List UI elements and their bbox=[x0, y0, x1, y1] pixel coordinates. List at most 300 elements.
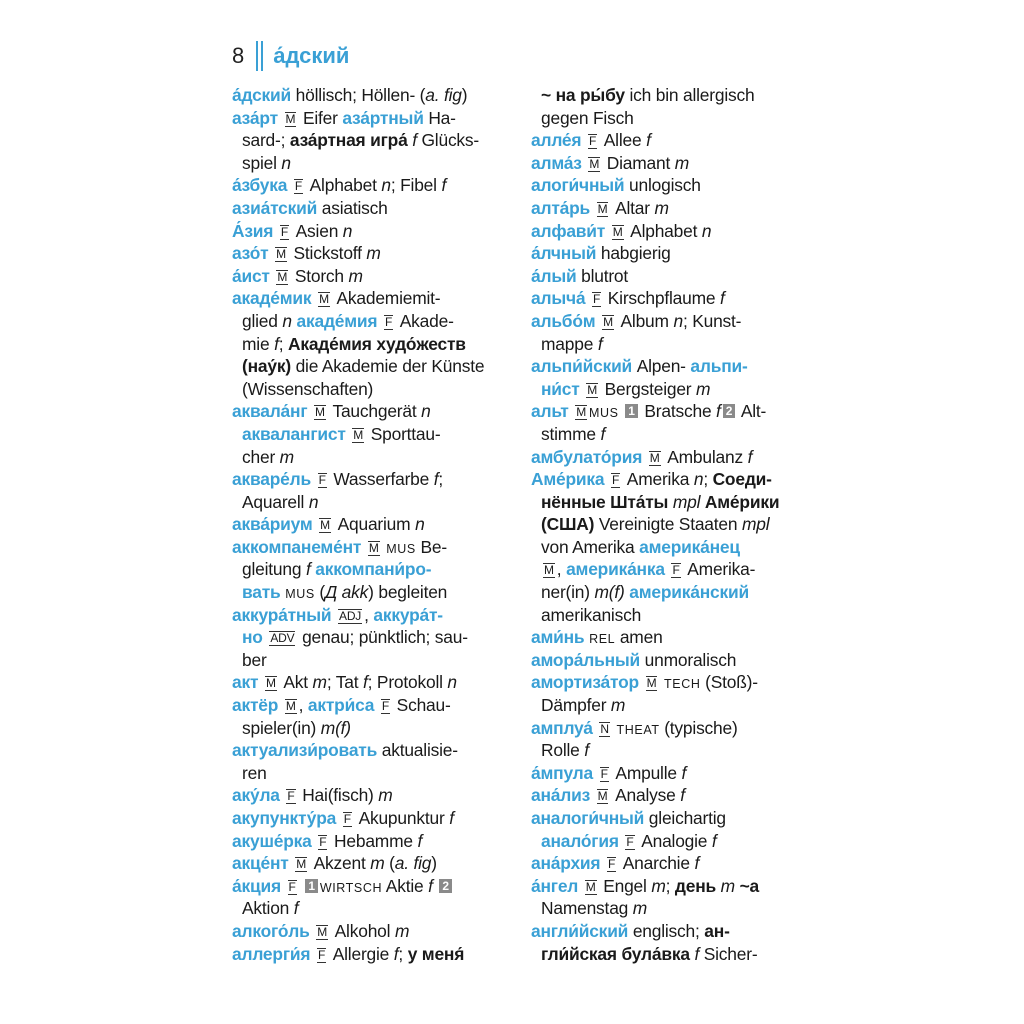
definition-text: Rolle bbox=[541, 740, 585, 761]
definition-text bbox=[281, 876, 286, 896]
headword: алкого́ль bbox=[232, 920, 310, 941]
definition-text: ) bbox=[431, 853, 437, 874]
headword: алфави́т bbox=[531, 220, 606, 241]
gender-label: M bbox=[285, 111, 296, 126]
definition-text: ( bbox=[384, 853, 395, 874]
definition-text bbox=[619, 401, 624, 421]
definition-text bbox=[287, 175, 292, 195]
domain-label: TECH bbox=[664, 677, 701, 692]
grammar-note: n bbox=[447, 672, 457, 693]
grammar-note: m bbox=[366, 243, 381, 264]
definition-text bbox=[433, 876, 438, 896]
entry-line bbox=[232, 355, 510, 378]
bold-phrase: ~а bbox=[739, 875, 760, 896]
entry-line bbox=[531, 784, 809, 807]
grammar-note: f bbox=[719, 288, 725, 309]
definition-text: Schau- bbox=[392, 695, 451, 716]
definition-text bbox=[585, 288, 590, 308]
entry-line bbox=[232, 739, 510, 762]
headword: алыча́ bbox=[531, 288, 586, 309]
entry-line bbox=[531, 242, 809, 265]
gender-label: N bbox=[600, 721, 609, 736]
headword: аналоги́чный bbox=[531, 808, 645, 828]
entry-line bbox=[531, 717, 809, 740]
header-separator bbox=[256, 41, 263, 71]
grammar-note: n bbox=[381, 175, 391, 196]
definition-text: amen bbox=[615, 627, 663, 648]
entry-line bbox=[531, 378, 809, 401]
definition-text: Aquarell bbox=[242, 491, 309, 512]
gender-label: F bbox=[612, 473, 620, 488]
gender-label: ADJ bbox=[339, 608, 362, 623]
entry-line bbox=[531, 287, 809, 310]
entry-line bbox=[531, 875, 809, 898]
headword: Аме́рика bbox=[531, 469, 605, 490]
definition-text bbox=[263, 627, 268, 647]
definition-text bbox=[336, 808, 341, 828]
gender-label: F bbox=[381, 699, 390, 714]
entry-line bbox=[232, 694, 510, 717]
definition-text: Allergie bbox=[328, 943, 394, 964]
definition-text: von Amerika bbox=[541, 536, 640, 557]
definition-text: Hebamme bbox=[329, 830, 418, 851]
bold-phrase: аза́ртная игра́ bbox=[289, 130, 408, 151]
definition-text bbox=[258, 672, 263, 692]
definition-text: ) begleiten bbox=[368, 582, 448, 603]
headword: а́мпула bbox=[531, 762, 594, 783]
definition-text: Asien bbox=[291, 220, 343, 241]
running-head-title: а́дский bbox=[273, 43, 350, 68]
gender-label: M bbox=[587, 382, 598, 397]
entry-line bbox=[232, 671, 510, 694]
grammar-note: n bbox=[282, 310, 292, 331]
definition-text: ; Protokoll bbox=[367, 672, 448, 693]
definition-text: ren bbox=[242, 762, 267, 783]
grammar-note: f bbox=[441, 175, 447, 196]
definition-text: Stickstoff bbox=[288, 243, 367, 264]
grammar-note: n bbox=[281, 152, 291, 173]
definition-text bbox=[310, 921, 315, 941]
entry-line bbox=[232, 220, 510, 243]
entry-line bbox=[531, 830, 809, 853]
gender-label: F bbox=[294, 179, 303, 194]
definition-text: Amerika- bbox=[682, 559, 756, 580]
headword: амбулато́рия bbox=[531, 446, 643, 467]
definition-text: Storch bbox=[290, 265, 349, 286]
definition-text: Vereinigte Staaten bbox=[594, 514, 742, 535]
entry-line bbox=[232, 604, 510, 627]
definition-text: ; bbox=[438, 469, 444, 490]
entry-line bbox=[232, 943, 510, 966]
gender-label: F bbox=[288, 879, 296, 894]
headword: вать bbox=[242, 582, 281, 603]
grammar-note: f bbox=[681, 762, 687, 783]
definition-text: Akupunktur bbox=[353, 808, 450, 828]
grammar-note: f bbox=[393, 943, 399, 964]
entry-line bbox=[531, 333, 809, 356]
entry-line bbox=[232, 807, 510, 830]
definition-text bbox=[605, 221, 610, 241]
headword: актри́са bbox=[307, 695, 375, 716]
grammar-note: f bbox=[680, 785, 685, 806]
entry-line bbox=[232, 265, 510, 288]
headword: актуализи́ровать bbox=[232, 740, 378, 761]
definition-text: glied bbox=[242, 310, 283, 331]
entry-line bbox=[232, 84, 510, 107]
definition-text bbox=[307, 401, 312, 421]
definition-text: Sporttau- bbox=[366, 423, 441, 444]
definition-text: stimme bbox=[541, 423, 601, 444]
headword: англи́йский bbox=[531, 920, 629, 941]
gender-label: M bbox=[612, 224, 623, 239]
headword: актёр bbox=[232, 695, 279, 716]
definition-text: Aktion bbox=[242, 898, 294, 919]
definition-text: Diamant bbox=[602, 152, 675, 173]
right-column bbox=[531, 84, 809, 965]
entry-line bbox=[531, 152, 809, 175]
grammar-note: f bbox=[747, 446, 753, 467]
definition-text: Tauchgerät bbox=[327, 401, 422, 422]
entry-line bbox=[232, 468, 510, 491]
gender-label: F bbox=[626, 834, 634, 849]
sense-number: 2 bbox=[723, 404, 735, 418]
definition-text: spieler(in) bbox=[242, 717, 321, 738]
definition-text: Eifer bbox=[298, 107, 343, 128]
definition-text bbox=[278, 108, 283, 128]
entry-line bbox=[531, 174, 809, 197]
entry-line bbox=[232, 558, 510, 581]
bold-phrase: Аме́рики bbox=[704, 491, 780, 512]
domain-label: MUS bbox=[589, 406, 619, 421]
grammar-note: f bbox=[274, 333, 279, 354]
entry-line bbox=[531, 852, 809, 875]
entry-line bbox=[531, 558, 809, 581]
entry-line bbox=[232, 897, 510, 920]
entry-line bbox=[232, 446, 510, 469]
entry-line bbox=[531, 491, 809, 514]
grammar-note: m bbox=[348, 265, 363, 286]
entry-line bbox=[531, 265, 809, 288]
gender-label: ADV bbox=[270, 631, 295, 646]
entry-line bbox=[232, 378, 510, 401]
headword: алоги́чный bbox=[531, 175, 625, 196]
definition-text: Amerika bbox=[622, 469, 694, 490]
gender-label: M bbox=[319, 292, 329, 307]
headword: но bbox=[242, 627, 263, 648]
grammar-note: n bbox=[308, 491, 319, 512]
headword: акваре́ль bbox=[232, 469, 311, 490]
entry-line bbox=[531, 84, 809, 107]
domain-label: THEAT bbox=[616, 722, 660, 737]
headword: аккомпанеме́нт bbox=[232, 536, 362, 557]
gender-label: M bbox=[368, 540, 379, 555]
gender-label: F bbox=[317, 947, 326, 962]
grammar-note: f bbox=[716, 401, 721, 422]
definition-text: Alphabet bbox=[305, 175, 382, 196]
entry-line bbox=[531, 762, 809, 785]
headword: ана́рхия bbox=[531, 853, 601, 874]
definition-text bbox=[604, 469, 609, 489]
definition-text: ; Kunst- bbox=[682, 310, 742, 331]
entry-line bbox=[232, 513, 510, 536]
entry-line bbox=[232, 830, 510, 853]
definition-text: Ambulanz bbox=[662, 446, 748, 467]
headword: акаде́мия bbox=[296, 310, 378, 331]
entry-line bbox=[531, 807, 809, 830]
headword: анало́гия bbox=[541, 830, 619, 851]
gender-label: M bbox=[585, 879, 596, 894]
headword: азиа́тский bbox=[232, 197, 318, 218]
entry-line bbox=[232, 762, 510, 785]
definition-text: unlogisch bbox=[624, 175, 701, 196]
entry-line bbox=[531, 513, 809, 536]
entry-line bbox=[232, 649, 510, 672]
gender-label: F bbox=[319, 834, 327, 849]
bold-phrase: ~ на ры́бу bbox=[541, 85, 625, 105]
headword: аку́ла bbox=[232, 785, 280, 806]
entry-line bbox=[232, 174, 510, 197]
definition-text: Alpen- bbox=[632, 356, 691, 377]
definition-text bbox=[331, 605, 336, 625]
gender-label: F bbox=[589, 134, 597, 149]
definition-text: Altar bbox=[610, 197, 655, 218]
definition-text: Dämpfer bbox=[541, 695, 611, 716]
grammar-note: n bbox=[701, 220, 712, 241]
bold-phrase: день bbox=[674, 875, 716, 896]
entry-line bbox=[531, 897, 809, 920]
grammar-note: n bbox=[673, 310, 683, 331]
definition-text: ner(in) bbox=[541, 582, 595, 603]
bold-phrase: (нау́к) bbox=[242, 356, 291, 377]
grammar-note: n bbox=[415, 514, 425, 535]
definition-text bbox=[374, 695, 379, 715]
headword: алта́рь bbox=[531, 197, 591, 218]
entry-line bbox=[531, 739, 809, 762]
headword: алле́я bbox=[531, 130, 582, 151]
headword: америка́нец bbox=[639, 536, 740, 557]
gender-label: M bbox=[265, 676, 276, 691]
entry-line bbox=[531, 355, 809, 378]
grammar-note: n bbox=[421, 401, 431, 422]
headword: акуше́рка bbox=[232, 830, 312, 851]
definition-text bbox=[569, 401, 574, 421]
grammar-note: f bbox=[711, 830, 717, 851]
entry-line bbox=[232, 310, 510, 333]
headword: амплуа́ bbox=[531, 717, 593, 738]
entry-line bbox=[232, 423, 510, 446]
bold-phrase: ан- bbox=[704, 920, 730, 941]
definition-text: asiatisch bbox=[317, 197, 388, 218]
entry-line bbox=[232, 107, 510, 130]
definition-text: Bergsteiger bbox=[600, 378, 697, 399]
headword: а́ист bbox=[232, 265, 270, 286]
definition-text bbox=[299, 876, 304, 896]
grammar-note: f bbox=[646, 130, 651, 151]
headword: а́збука bbox=[232, 175, 288, 196]
entry-line bbox=[531, 107, 809, 130]
entry-line bbox=[531, 920, 809, 943]
entry-line bbox=[531, 423, 809, 446]
definition-text bbox=[280, 785, 285, 805]
definition-text: Akade- bbox=[395, 310, 454, 331]
definition-text: Wasserfarbe bbox=[328, 469, 434, 490]
definition-text bbox=[377, 311, 382, 331]
entry-line bbox=[531, 446, 809, 469]
definition-text bbox=[578, 876, 583, 896]
definition-text: Akzent bbox=[309, 853, 371, 874]
definition-text: genau; pünktlich; sau- bbox=[297, 627, 468, 648]
grammar-note: m bbox=[378, 785, 393, 806]
definition-text: Alkohol bbox=[330, 920, 395, 941]
definition-text bbox=[619, 831, 624, 851]
gender-label: F bbox=[600, 766, 608, 781]
definition-text bbox=[590, 785, 595, 805]
definition-text: , bbox=[556, 559, 567, 580]
definition-text: Allee bbox=[599, 130, 647, 151]
headword: акаде́мик bbox=[232, 288, 312, 309]
sense-number: 1 bbox=[625, 404, 637, 418]
headword: азо́т bbox=[232, 243, 269, 264]
bold-phrase: Соеди- bbox=[712, 469, 772, 490]
bold-phrase: у меня́ bbox=[407, 943, 465, 964]
definition-text: habgierig bbox=[596, 243, 671, 264]
definition-text: mie bbox=[242, 333, 275, 354]
definition-text: amerikanisch bbox=[541, 604, 642, 625]
sense-number: 1 bbox=[305, 879, 317, 893]
grammar-note: f bbox=[600, 423, 606, 444]
headword: аккура́т- bbox=[373, 604, 443, 625]
entry-line bbox=[232, 875, 510, 898]
entry-line bbox=[232, 400, 510, 423]
headword: амортиза́тор bbox=[531, 672, 639, 693]
definition-text: Aquarium bbox=[332, 514, 416, 535]
definition-text bbox=[273, 221, 278, 241]
definition-text bbox=[313, 514, 318, 534]
definition-text bbox=[593, 718, 598, 738]
grammar-note: f bbox=[293, 898, 299, 919]
page-header bbox=[232, 38, 349, 74]
headword: аква́риум bbox=[232, 514, 313, 535]
definition-text: Album bbox=[615, 310, 674, 331]
headword: аллерги́я bbox=[232, 943, 311, 964]
headword: ана́лиз bbox=[531, 785, 591, 806]
definition-text bbox=[278, 695, 283, 715]
headword: а́нгел bbox=[531, 875, 579, 896]
definition-text: gleitung bbox=[242, 559, 306, 580]
entry-line bbox=[531, 400, 809, 423]
entry-line bbox=[232, 197, 510, 220]
headword: альпи- bbox=[690, 356, 748, 377]
bold-phrase: гли́йская була́вка bbox=[541, 943, 690, 964]
gender-label: F bbox=[592, 292, 601, 307]
entry-line bbox=[531, 604, 809, 627]
grammar-note: m bbox=[610, 695, 626, 716]
definition-text: Ampulle bbox=[610, 762, 682, 783]
headword: америка́нка bbox=[566, 559, 665, 580]
entry-line bbox=[531, 220, 809, 243]
gender-label: F bbox=[287, 789, 295, 804]
definition-text bbox=[312, 831, 317, 851]
grammar-note: m bbox=[651, 875, 666, 896]
headword: аквала́нг bbox=[232, 401, 308, 422]
gender-label: M bbox=[315, 405, 325, 420]
domain-label: MUS bbox=[285, 587, 315, 602]
definition-text bbox=[642, 447, 647, 467]
definition-text bbox=[665, 559, 670, 579]
definition-text: ; Fibel bbox=[390, 175, 442, 196]
entry-line bbox=[531, 694, 809, 717]
definition-text: gegen Fisch bbox=[541, 107, 634, 128]
definition-text: Namenstag bbox=[541, 898, 633, 919]
definition-text: Alphabet bbox=[625, 220, 702, 241]
entry-line bbox=[232, 920, 510, 943]
entry-line bbox=[531, 468, 809, 491]
definition-text: unmoralisch bbox=[640, 649, 737, 670]
definition-text bbox=[593, 763, 598, 783]
grammar-note: n bbox=[342, 220, 353, 241]
definition-text: ; bbox=[703, 469, 713, 490]
headword: альт bbox=[531, 401, 569, 422]
definition-text: aktualisie- bbox=[377, 740, 458, 761]
entry-line bbox=[232, 287, 510, 310]
definition-text: ; Tat bbox=[326, 672, 364, 693]
grammar-note: m bbox=[370, 853, 385, 874]
entry-line bbox=[232, 717, 510, 740]
gender-label: M bbox=[320, 518, 330, 533]
definition-text: Sicher- bbox=[699, 943, 758, 964]
gender-label: M bbox=[603, 314, 613, 329]
definition-text bbox=[639, 672, 644, 692]
domain-label: WIRTSCH bbox=[319, 880, 383, 895]
headword: аза́рт bbox=[232, 107, 278, 128]
definition-text: ich bin allergisch bbox=[624, 85, 755, 105]
entry-line bbox=[232, 152, 510, 175]
grammar-note: m bbox=[394, 920, 410, 941]
grammar-note: m bbox=[279, 446, 294, 467]
definition-text: , bbox=[364, 604, 374, 625]
entry-line bbox=[232, 626, 510, 649]
entry-line bbox=[531, 129, 809, 152]
definition-text bbox=[268, 243, 273, 263]
definition-text: (Stoß)- bbox=[700, 672, 758, 693]
headword: амора́льный bbox=[531, 649, 641, 670]
definition-text: höllisch; Höllen- ( bbox=[291, 85, 426, 105]
gender-label: M bbox=[646, 676, 657, 691]
definition-text: Ha- bbox=[423, 107, 456, 128]
gender-label: M bbox=[317, 924, 328, 939]
grammar-note: m bbox=[674, 152, 690, 173]
grammar-note: f bbox=[412, 130, 417, 151]
definition-text: Anarchie bbox=[618, 853, 695, 874]
definition-text: Bratsche bbox=[639, 401, 717, 422]
definition-text bbox=[600, 853, 605, 873]
definition-text bbox=[580, 379, 585, 399]
gender-label: M bbox=[277, 269, 288, 284]
grammar-note: n bbox=[693, 469, 704, 490]
definition-text bbox=[361, 537, 366, 557]
grammar-note: m(f) bbox=[320, 717, 351, 738]
definition-text: spiel bbox=[242, 152, 282, 173]
gender-label: M bbox=[353, 427, 364, 442]
entry-line bbox=[531, 671, 809, 694]
definition-text: mappe bbox=[541, 333, 598, 354]
headword: а́лый bbox=[531, 265, 577, 286]
definition-text: ) bbox=[461, 85, 468, 105]
grammar-note: m(f) bbox=[594, 582, 625, 603]
entry-line bbox=[531, 536, 809, 559]
domain-label: REL bbox=[589, 632, 616, 647]
definition-text: Akademiemit- bbox=[331, 288, 441, 309]
